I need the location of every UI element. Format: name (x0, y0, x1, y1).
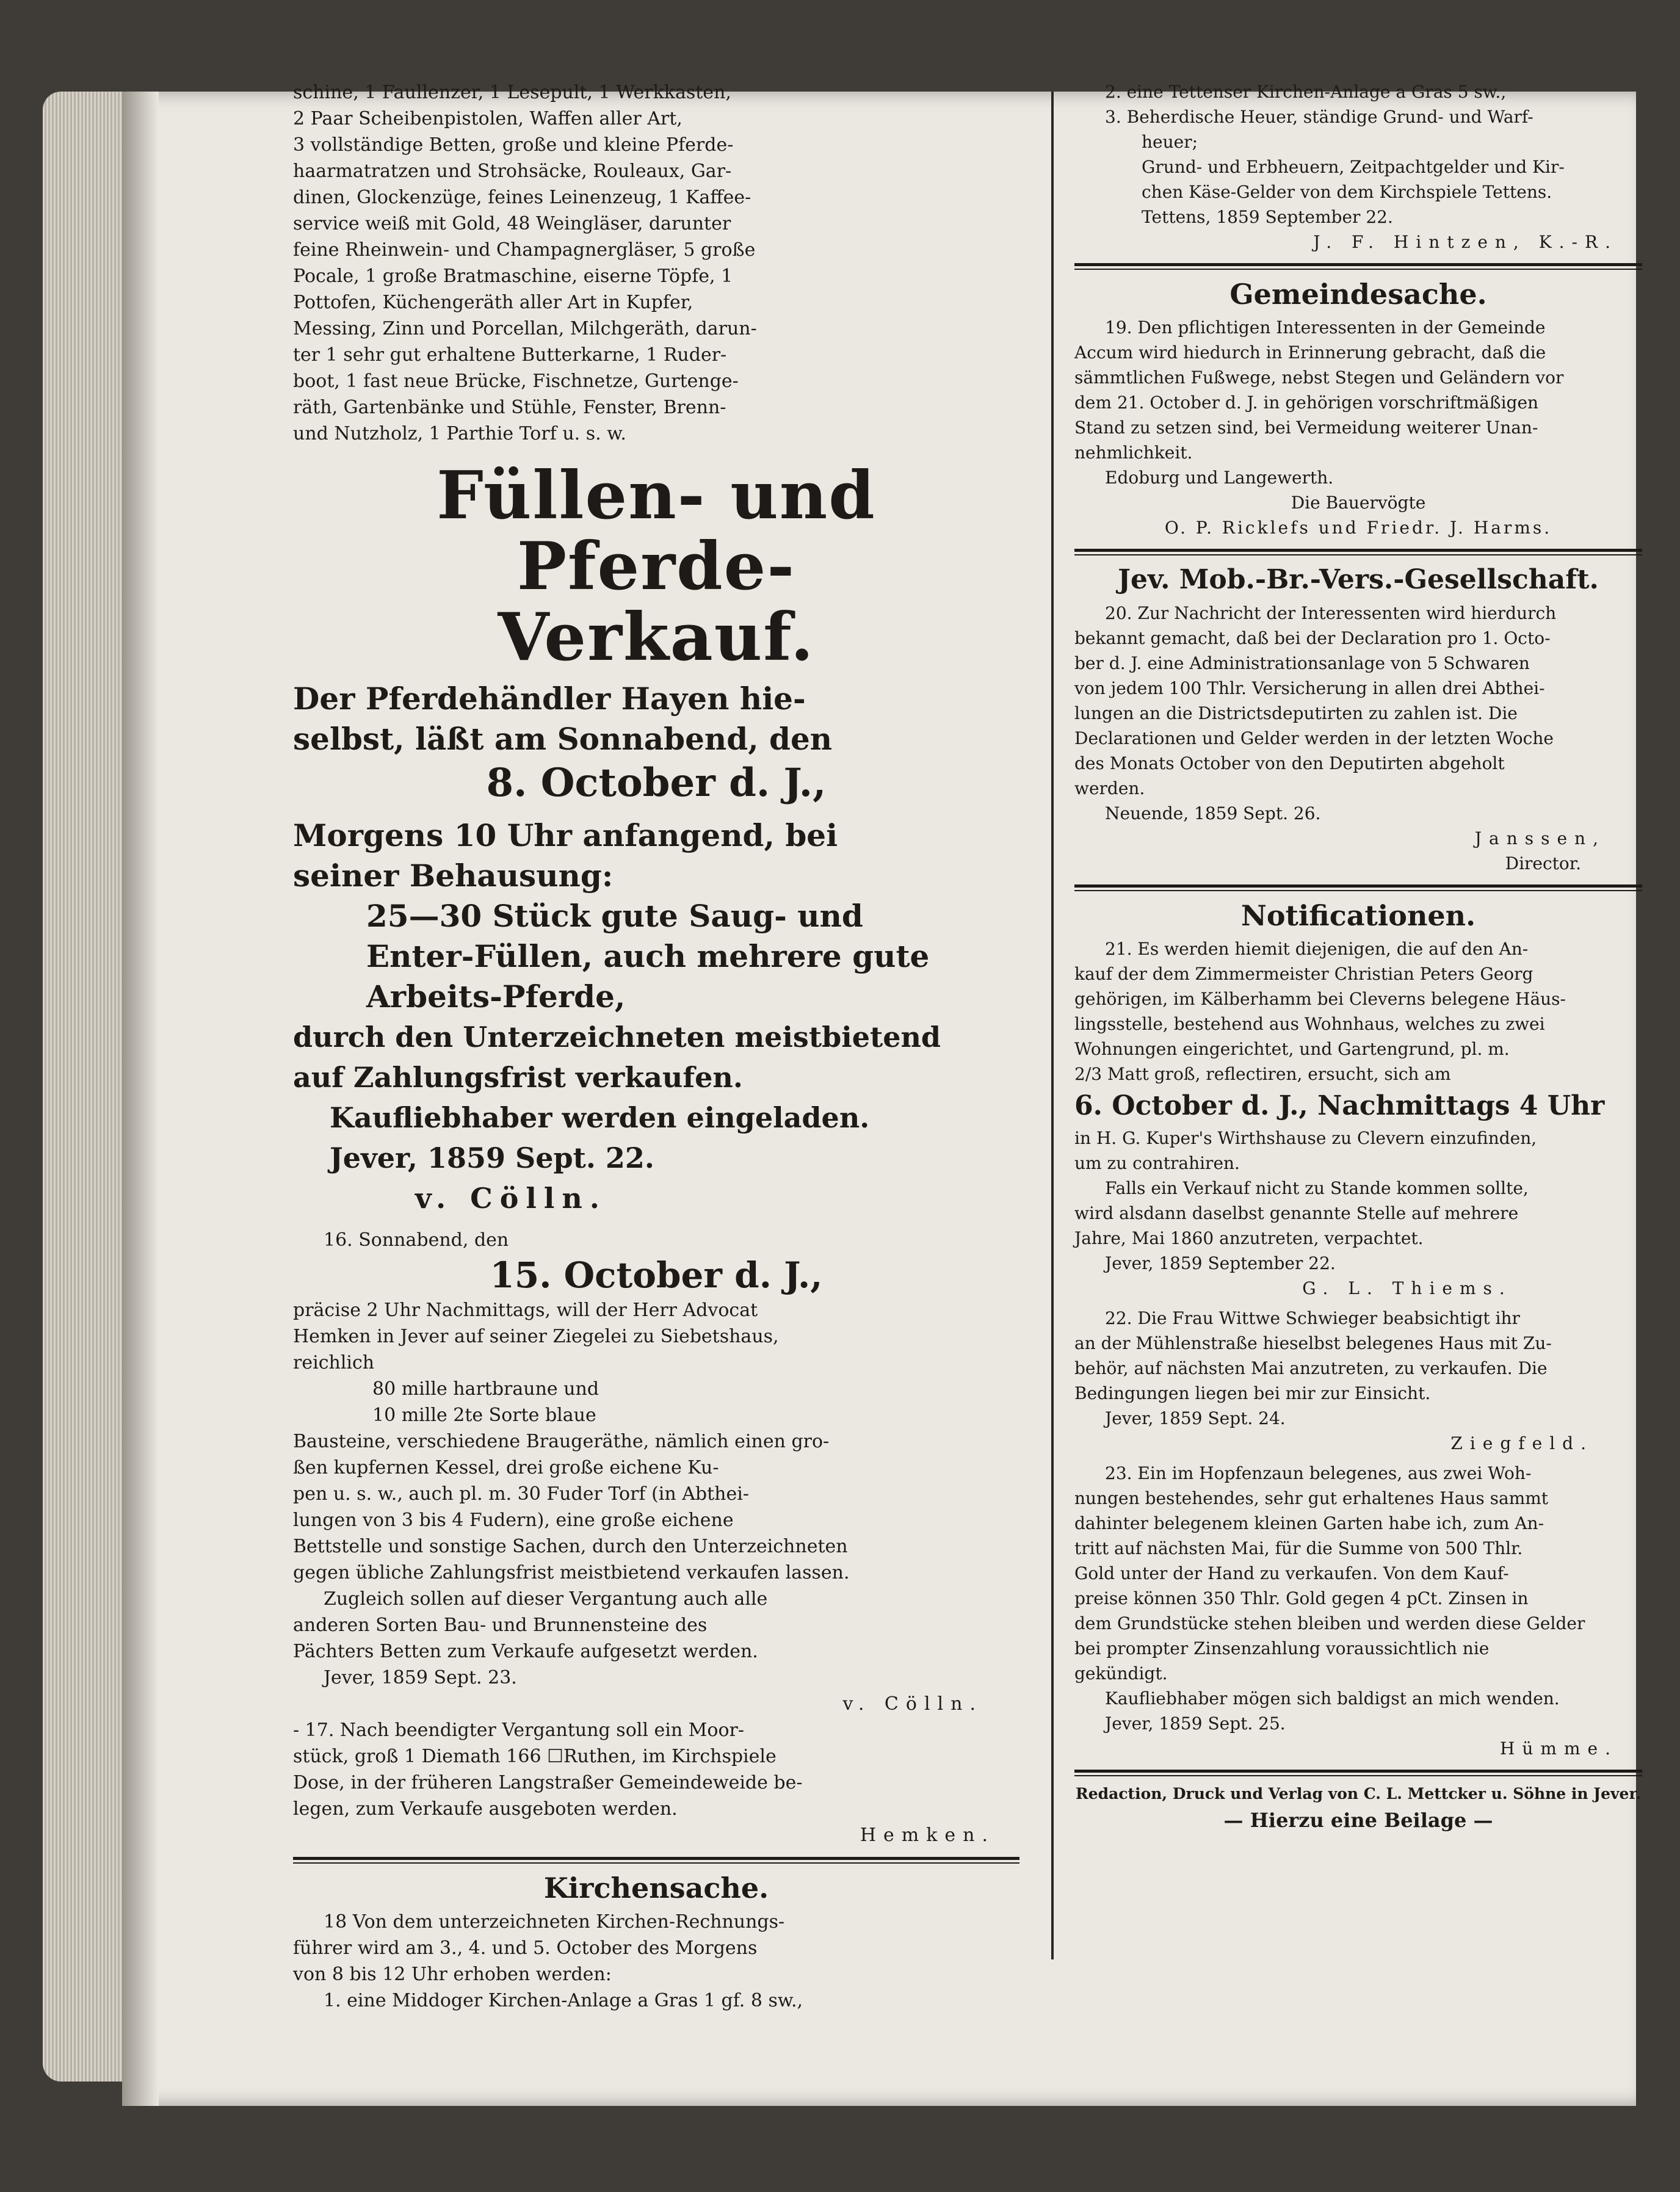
text-line: dem Grundstücke stehen bleiben und werden diese Gelder (1074, 1613, 1585, 1633)
text-line: tritt auf nächsten Mai, für die Summe von 500 Thlr. (1074, 1538, 1523, 1558)
text-line: pen u. s. w., auch pl. m. 30 Fuder Torf (in Abthei- (293, 1483, 749, 1505)
text-line: gehörigen, im Kälberhamm bei Cleverns belegene Häus- (1074, 989, 1566, 1009)
text-line: 3. Beherdische Heuer, ständige Grund- und Warf- (1105, 107, 1533, 127)
text-line: dinen, Glockenzüge, feines Leinenzeug, 1 Kaffee- (293, 187, 751, 208)
text-line: Jahre, Mai 1860 anzutreten, verpachtet. (1074, 1228, 1424, 1248)
text-line: lingsstelle, bestehend aus Wohnhaus, welches zu zwei (1074, 1014, 1545, 1034)
signature: Ziegfeld. (1450, 1433, 1593, 1453)
text-line: Gold unter der Hand zu verkaufen. Von dem Kauf- (1074, 1563, 1509, 1583)
text-line: ter 1 sehr gut erhaltene Butterkarne, 1 Ruder- (293, 344, 727, 366)
section-rule (1074, 549, 1642, 555)
text-line: dahinter belegenem kleinen Garten habe ich, zum An- (1074, 1513, 1544, 1533)
section-rule (1074, 263, 1642, 270)
text-line: anderen Sorten Bau- und Brunnensteine des (293, 1615, 708, 1636)
text-line: feine Rheinwein- und Champagnergläser, 5 große (293, 239, 756, 261)
text-line: legen, zum Verkaufe ausgeboten werden. (293, 1798, 678, 1820)
ad-title-line-2: Verkauf. (498, 599, 815, 676)
ad-line: Morgens 10 Uhr anfangend, bei (293, 817, 838, 853)
notice-date: 6. October d. J., Nachmittags 4 Uhr (1074, 1090, 1605, 1121)
right-column (1074, 79, 1642, 1835)
section-heading-gemeindesache: Gemeindesache. (1229, 278, 1487, 311)
notice-16 (293, 1227, 1019, 1717)
text-line: 22. Die Frau Wittwe Schwieger beabsichtigt ihr (1105, 1308, 1520, 1328)
signature: v. Cölln. (842, 1693, 983, 1715)
text-line: Zugleich sollen auf dieser Vergantung auch alle (324, 1588, 768, 1610)
place-date: Tettens, 1859 September 22. (1142, 207, 1393, 227)
place-date: Jever, 1859 Sept. 24. (1105, 1408, 1286, 1428)
text-line: nehmlichkeit. (1074, 443, 1193, 463)
text-line: 21. Es werden hiemit diejenigen, die auf den An- (1105, 939, 1529, 959)
office: Die Bauervögte (1291, 493, 1426, 513)
section-heading-notificationen: Notificationen. (1240, 899, 1476, 932)
notice-18 (293, 1909, 1019, 2014)
notice-18-continued (1074, 79, 1642, 255)
text-line: an der Mühlenstraße hieselbst belegenes Haus mit Zu- (1074, 1333, 1552, 1353)
text-line: nungen bestehendes, sehr gut erhaltenes Haus sammt (1074, 1488, 1549, 1508)
notice-21 (1074, 936, 1642, 1301)
ad-line: Arbeits-Pferde, (366, 978, 626, 1015)
text-line: - 17. Nach beendigter Vergantung soll ein Moor- (293, 1720, 744, 1741)
text-line: 18 Von dem unterzeichneten Kirchen-Rechnungs- (324, 1911, 785, 1933)
text-line: kauf der dem Zimmermeister Christian Peters Georg (1074, 964, 1533, 984)
text-line: Pächters Betten zum Verkaufe aufgesetzt werden. (293, 1641, 758, 1662)
text-line: des Monats October von den Deputirten abgeholt (1074, 753, 1505, 773)
text-line: führer wird am 3., 4. und 5. October des Morgens (293, 1937, 758, 1959)
imprint: Redaction, Druck und Verlag von C. L. Mettcker u. Söhne in Jever. (1075, 1785, 1642, 1803)
section-heading-versicherung: Jev. Mob.-Br.-Vers.-Gesellschaft. (1118, 564, 1599, 595)
text-line: behör, auf nächsten Mai anzutreten, zu verkaufen. Die (1074, 1358, 1548, 1378)
signature: Janssen, (1474, 828, 1606, 848)
text-line: um zu contrahiren. (1074, 1153, 1240, 1173)
text-line: 1. eine Middoger Kirchen-Anlage a Gras 1 gf. 8 sw., (324, 1990, 803, 2011)
text-line: 20. Zur Nachricht der Interessenten wird hierdurch (1105, 603, 1557, 623)
signature: Hemken. (860, 1825, 995, 1846)
text-line: dem 21. October d. J. in gehörigen vorschriftmäßigen (1074, 392, 1539, 413)
ad-title-line-1: Füllen- und Pferde- (436, 457, 876, 605)
section-heading-kirchensache: Kirchensache. (543, 1872, 769, 1904)
ad-line: durch den Unterzeichneten meistbietend (293, 1021, 941, 1054)
page-gutter (122, 92, 159, 2106)
text-line: Bausteine, verschiedene Braugeräthe, nämlich einen gro- (293, 1431, 830, 1452)
ad-title (293, 457, 1019, 676)
section-rule (293, 1857, 1019, 1864)
text-line: heuer; (1142, 132, 1198, 152)
intro-paragraph (293, 79, 1019, 447)
ad-signature: v. Cölln. (415, 1182, 607, 1215)
ad-line: 25—30 Stück gute Saug- und (366, 898, 863, 934)
notice-date: 15. October d. J., (490, 1254, 823, 1296)
section-rule (1074, 884, 1642, 891)
ad-line: selbst, läßt am Sonnabend, den (293, 721, 833, 757)
text-line: Hemken in Jever auf seiner Ziegelei zu Siebetshaus, (293, 1326, 779, 1347)
text-line: boot, 1 fast neue Brücke, Fischnetze, Gurtenge- (293, 371, 739, 392)
ad-line: Der Pferdehändler Hayen hie- (293, 681, 806, 717)
text-line: haarmatratzen und Strohsäcke, Rouleaux, Gar- (293, 161, 732, 182)
signature-title: Director. (1505, 853, 1581, 874)
column-divider (1051, 92, 1054, 1959)
notice-23 (1074, 1461, 1642, 1761)
notice-head: 16. Sonnabend, den (324, 1229, 509, 1251)
ad-line: seiner Behausung: (293, 858, 614, 894)
text-line: 2. eine Tettenser Kirchen-Anlage a Gras 5 sw., (1105, 82, 1507, 102)
text-line: 19. Den pflichtigen Interessenten in der Gemeinde (1105, 317, 1546, 338)
text-line: Bedingungen liegen bei mir zur Einsicht. (1074, 1383, 1431, 1403)
place: Edoburg und Langewerth. (1105, 468, 1334, 488)
text-line: von 8 bis 12 Uhr erhoben werden: (293, 1964, 612, 1985)
ad-line: Kaufliebhaber werden eingeladen. (330, 1101, 870, 1134)
text-line: lungen an die Districtsdeputirten zu zahlen ist. Die (1074, 703, 1518, 723)
supplement-notice: — Hierzu eine Beilage — (1223, 1809, 1493, 1832)
notice-17 (293, 1717, 1019, 1848)
text-line: ßen kupfernen Kessel, drei große eichene Ku- (293, 1457, 719, 1478)
text-line: Dose, in der früheren Langstraßer Gemeindeweide be- (293, 1772, 803, 1793)
place-date: Jever, 1859 Sept. 25. (1105, 1713, 1286, 1734)
text-line: bekannt gemacht, daß bei der Declaration pro 1. Octo- (1074, 628, 1551, 648)
text-line: präcise 2 Uhr Nachmittags, will der Herr Advocat (293, 1300, 758, 1321)
text-line: gekündigt. (1074, 1663, 1168, 1684)
text-line: Falls ein Verkauf nicht zu Stande kommen sollte, (1105, 1178, 1529, 1198)
left-column (293, 79, 1019, 2014)
notice-22 (1074, 1306, 1642, 1456)
text-line: und Nutzholz, 1 Parthie Torf u. s. w. (293, 423, 626, 444)
text-line: 23. Ein im Hopfenzaun belegenes, aus zwei Woh- (1105, 1463, 1532, 1483)
text-line: Grund- und Erbheuern, Zeitpachtgelder und Kir- (1142, 157, 1565, 177)
text-line: in H. G. Kuper's Wirthshause zu Clevern einzufinden, (1074, 1128, 1537, 1148)
text-line: schine, 1 Faullenzer, 1 Lesepult, 1 Werkkasten, (293, 82, 731, 103)
text-line: lungen von 3 bis 4 Fudern), eine große eichene (293, 1510, 734, 1531)
text-line: 3 vollständige Betten, große und kleine Pferde- (293, 134, 734, 156)
text-line: Pocale, 1 große Bratmaschine, eiserne Töpfe, 1 (293, 266, 733, 287)
text-line: ber d. J. eine Administrationsanlage von 5 Schwaren (1074, 653, 1530, 673)
text-line: 80 mille hartbraune und (372, 1378, 599, 1400)
text-line: Kaufliebhaber mögen sich baldigst an mich wenden. (1105, 1688, 1560, 1709)
text-line: gegen übliche Zahlungsfrist meistbietend verkaufen lassen. (293, 1562, 850, 1583)
text-line: Bettstelle und sonstige Sachen, durch den Unterzeichneten (293, 1536, 848, 1557)
place-date: Neuende, 1859 Sept. 26. (1105, 803, 1321, 823)
notice-20 (1074, 601, 1642, 876)
horse-sale-ad (293, 457, 1019, 1218)
text-line: 10 mille 2te Sorte blaue (372, 1405, 596, 1426)
text-line: Wohnungen eingerichtet, und Gartengrund, pl. m. (1074, 1039, 1510, 1059)
text-line: sämmtlichen Fußwege, nebst Stegen und Geländern vor (1074, 367, 1564, 388)
text-line: chen Käse-Gelder von dem Kirchspiele Tettens. (1142, 182, 1552, 202)
book-page-edges (43, 92, 122, 2082)
text-line: service weiß mit Gold, 48 Weingläser, darunter (293, 213, 731, 234)
text-line: Declarationen und Gelder werden in der letzten Woche (1074, 728, 1554, 748)
signature: O. P. Ricklefs und Friedr. J. Harms. (1164, 518, 1552, 538)
ad-place-date: Jever, 1859 Sept. 22. (330, 1141, 654, 1174)
text-line: 2 Paar Scheibenpistolen, Waffen aller Art, (293, 108, 682, 129)
text-line: wird alsdann daselbst genannte Stelle auf mehrere (1074, 1203, 1519, 1223)
ad-date: 8. October d. J., (486, 760, 827, 806)
signature: Hümme. (1499, 1738, 1618, 1759)
text-line: bei prompter Zinsenzahlung voraussichtlich nie (1074, 1638, 1490, 1658)
text-line: preise können 350 Thlr. Gold gegen 4 pCt. Zinsen in (1074, 1588, 1529, 1608)
text-line: reichlich (293, 1352, 375, 1373)
signature: J. F. Hintzen, K.-R. (1313, 232, 1618, 252)
place-date: Jever, 1859 Sept. 23. (324, 1667, 517, 1688)
place-date: Jever, 1859 September 22. (1105, 1253, 1336, 1273)
text-line: stück, groß 1 Diemath 166 ☐Ruthen, im Kirchspiele (293, 1746, 777, 1767)
text-line: von jedem 100 Thlr. Versicherung in allen drei Abthei- (1074, 678, 1545, 698)
footer-rule (1074, 1770, 1642, 1776)
text-line: räth, Gartenbänke und Stühle, Fenster, Brenn- (293, 397, 726, 418)
notice-19 (1074, 315, 1642, 540)
text-line: Stand zu setzen sind, bei Vermeidung weiterer Unan- (1074, 418, 1538, 438)
text-line: Pottofen, Küchengeräth aller Art in Kupfer, (293, 292, 693, 313)
text-line: Messing, Zinn und Porcellan, Milchgeräth, darun- (293, 318, 757, 339)
signature: G. L. Thiems. (1302, 1278, 1512, 1298)
text-line: werden. (1074, 778, 1145, 798)
ad-line: Enter-Füllen, auch mehrere gute (366, 938, 930, 974)
ad-line: auf Zahlungsfrist verkaufen. (293, 1061, 743, 1094)
text-line: 2/3 Matt groß, reflectiren, ersucht, sich am (1074, 1064, 1451, 1084)
text-line: Accum wird hiedurch in Erinnerung gebracht, daß die (1074, 342, 1546, 363)
